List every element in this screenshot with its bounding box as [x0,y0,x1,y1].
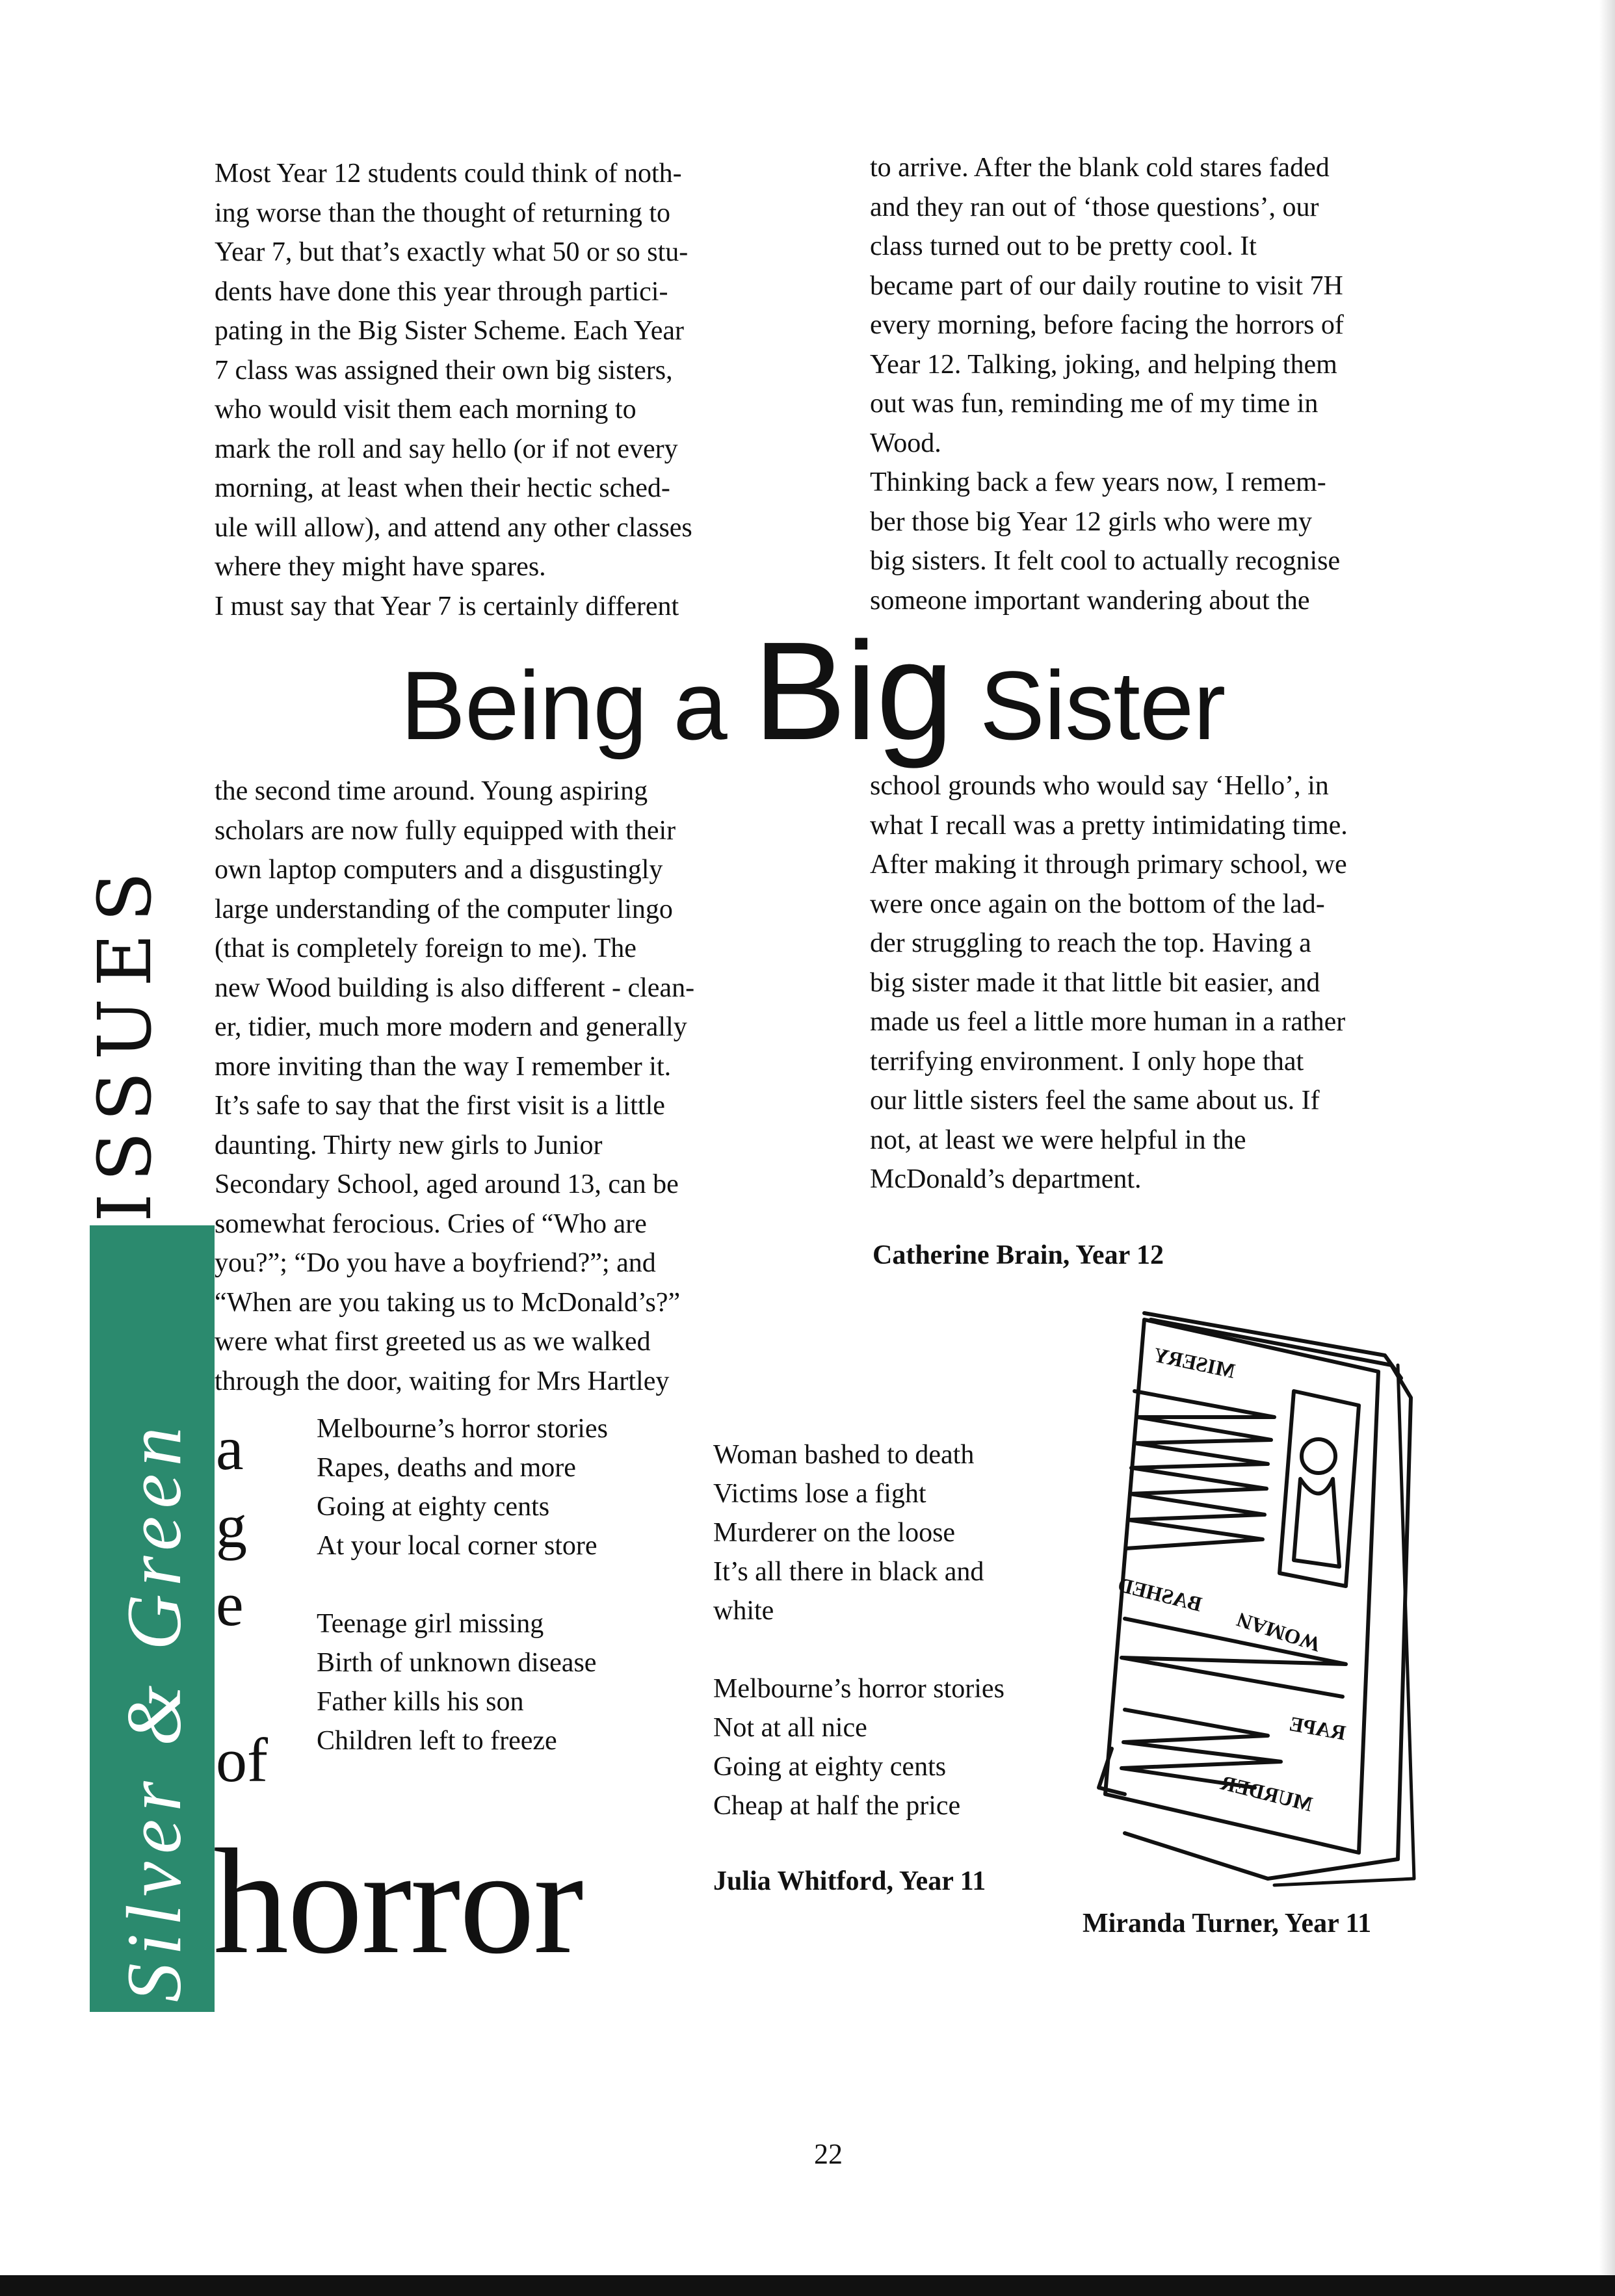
poem-line: Melbourne’s horror stories [713,1674,1004,1704]
bottom-right-line: not, at least we were helpful in the [870,1125,1246,1155]
top-left-line: ing worse than the thought of returning to [215,198,671,228]
bottom-left-line: “When are you taking us to McDonald’s?” [215,1287,681,1318]
top-left-line: mark the roll and say hello (or if not every [215,434,678,464]
poem-stanza [713,1669,1077,1825]
top-right-line: someone important wandering about the [870,585,1310,616]
poem-line: Children left to freeze [317,1726,557,1756]
bottom-left-line: more inviting than the way I remember it. [215,1051,672,1082]
top-left-line: Year 7, but that’s exactly what 50 or so stu- [215,237,689,267]
page-number: 22 [814,2138,843,2170]
top-left-line: I must say that Year 7 is certainly different [215,591,679,621]
article-top-left-column [215,154,800,626]
top-left-line: ule will allow), and attend any other classes [215,512,692,543]
poem-line: Going at eighty cents [713,1752,947,1782]
illustration-headline-3: WOMAN [1233,1608,1324,1657]
top-right-line: out was fun, reminding me of my time in [870,389,1319,419]
poem-line: Father kills his son [317,1687,524,1717]
article-bottom-right-column [870,766,1455,1199]
scan-edge-right [1599,0,1615,2275]
top-right-line: Wood. [870,428,941,458]
poem-stanza [317,1604,681,1760]
bottom-left-line: new Wood building is also different - clean- [215,972,695,1003]
poem-line: Victims lose a fight [713,1479,926,1509]
scan-edge-bar [0,2275,1615,2296]
poem-line: Not at all nice [713,1713,867,1743]
title-big-word: Big [753,612,954,769]
bottom-right-line: were once again on the bottom of the lad- [870,889,1325,919]
newspaper-illustration [1073,1294,1437,1905]
poem-line: Birth of unknown disease [317,1648,597,1678]
bottom-left-line: the second time around. Young aspiring [215,776,648,806]
top-right-line: big sisters. It felt cool to actually recognise [870,546,1341,576]
bottom-left-line: scholars are now fully equipped with their [215,815,676,846]
poem-title-letter-g: g [216,1491,247,1561]
poem-title-letter-a: a [216,1413,244,1483]
title-part-2: Sister [979,651,1226,760]
poem-stanza [713,1435,1077,1630]
top-right-line: Year 12. Talking, joking, and helping them [870,349,1337,380]
bottom-left-line: er, tidier, much more modern and generally [215,1012,687,1042]
bottom-left-line: you?”; “Do you have a boyfriend?”; and [215,1248,656,1278]
sidebar-section-label: ISSUES [83,860,168,1222]
top-left-line: Most Year 12 students could think of noth- [215,159,682,189]
top-left-line: where they might have spares. [215,552,546,582]
bottom-left-line: through the door, waiting for Mrs Hartley [215,1366,670,1396]
bottom-right-line: der struggling to reach the top. Having a [870,928,1311,958]
poem-line: Melbourne’s horror stories [317,1414,608,1444]
poem-line: Murderer on the loose [713,1518,956,1548]
top-right-line: Thinking back a few years now, I remem- [870,467,1326,497]
illustration-headline-5: MURDER [1218,1770,1315,1816]
bottom-right-line: what I recall was a pretty intimidating time. [870,810,1348,841]
poem-line: It’s all there in black and [713,1557,984,1587]
bottom-left-line: It’s safe to say that the first visit is a little [215,1091,665,1121]
poem-line: Going at eighty cents [317,1492,550,1522]
bottom-right-line: school grounds who would say ‘Hello’, in [870,771,1329,801]
top-right-line: ber those big Year 12 girls who were my [870,506,1313,537]
bottom-left-line: daunting. Thirty new girls to Junior [215,1130,603,1160]
bottom-right-line: big sister made it that little bit easier, and [870,967,1320,998]
poem-right-column [713,1435,1077,1825]
bottom-right-line: our little sisters feel the same about us. If [870,1086,1320,1115]
bottom-right-line: terrifying environment. I only hope that [870,1046,1304,1076]
top-left-line: 7 class was assigned their own big sisters, [215,355,673,385]
poem-stanza [317,1409,681,1565]
bottom-left-line: large understanding of the computer lingo [215,894,673,924]
bottom-left-line: (that is completely foreign to me). The [215,933,637,963]
top-right-line: class turned out to be pretty cool. It [870,231,1257,261]
poem-line: Teenage girl missing [317,1609,544,1639]
poem-line: Cheap at half the price [713,1791,961,1821]
illustration-headline-1: MISERY [1151,1342,1237,1383]
top-right-line: every morning, before facing the horrors of [870,310,1344,340]
top-left-line: pating in the Big Sister Scheme. Each Year [215,316,685,346]
bottom-left-line: Secondary School, aged around 13, can be [215,1169,679,1199]
article-title [400,612,1226,769]
bottom-right-line: McDonald’s department. [870,1164,1142,1194]
poem-title-word-of: of [216,1725,268,1795]
article-top-right-column [870,148,1455,620]
sidebar-magazine-title: Silver & Green [111,1419,197,2002]
top-right-line: became part of our daily routine to visit 7H [870,270,1343,301]
top-left-line: who would visit them each morning to [215,395,637,424]
illustration-headline-2: BASHED [1115,1572,1205,1616]
bottom-left-line: somewhat ferocious. Cries of “Who are [215,1208,647,1239]
bottom-right-line: made us feel a little more human in a rather [870,1007,1346,1037]
article-bottom-left-column [215,772,800,1401]
poem-byline: Julia Whitford, Year 11 [713,1866,986,1896]
top-left-line: morning, at least when their hectic sched- [215,473,670,503]
top-right-line: and they ran out of ‘those questions’, our [870,192,1319,222]
bottom-left-line: own laptop computers and a disgustingly [215,855,663,885]
poem-line: At your local corner store [317,1531,597,1561]
poem-left-column [317,1409,681,1760]
bottom-left-line: were what first greeted us as we walked [215,1327,651,1357]
illustration-headline-4: RAPE [1287,1712,1348,1745]
top-right-line: to arrive. After the blank cold stares faded [870,153,1330,183]
illustration-credit: Miranda Turner, Year 11 [1083,1909,1372,1938]
poem-title-letter-e: e [216,1569,244,1639]
top-left-line: dents have done this year through partici- [215,276,668,307]
bottom-right-line: After making it through primary school, we [870,850,1347,880]
poem-line: Rapes, deaths and more [317,1453,576,1483]
poem-line: Woman bashed to death [713,1440,975,1470]
poem-line: white [713,1596,774,1626]
title-part-1: Being a [400,651,727,760]
article-byline: Catherine Brain, Year 12 [873,1240,1164,1270]
poem-title-horror: horror [213,1818,583,1985]
